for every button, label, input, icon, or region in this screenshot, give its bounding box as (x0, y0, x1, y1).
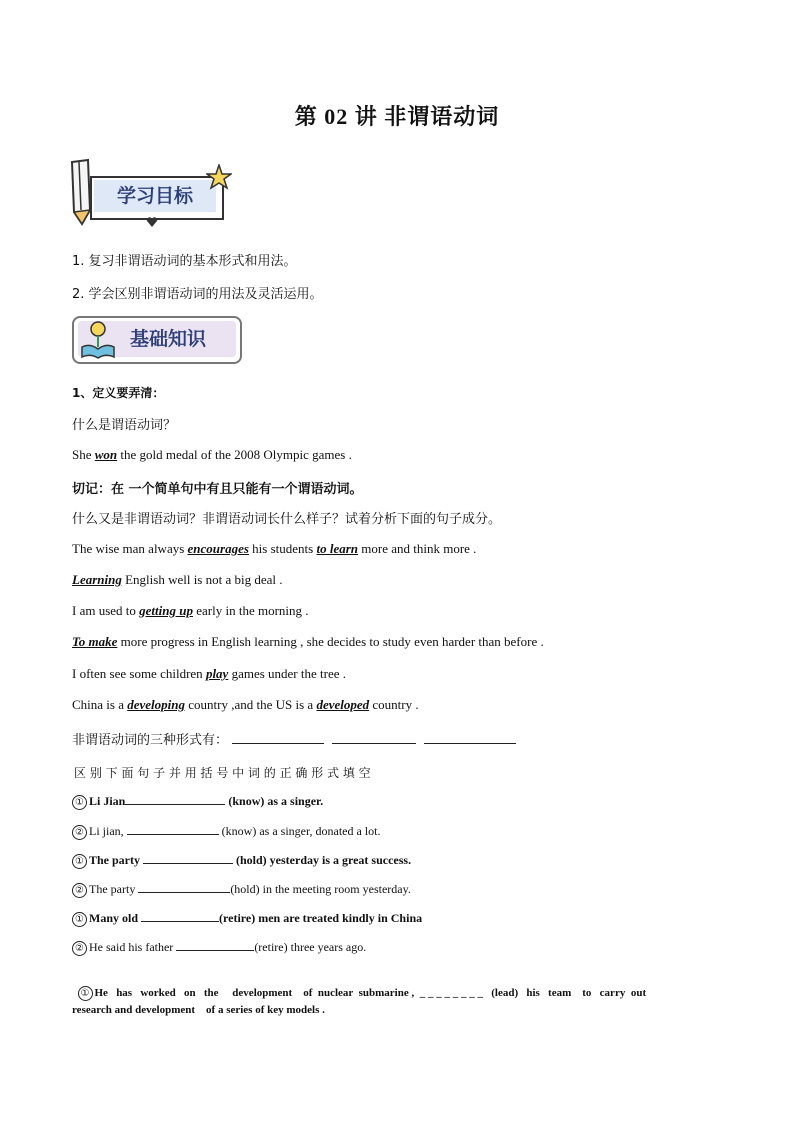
circled-number: ② (72, 825, 87, 840)
goal-item: 2. 学会区别非谓语动词的用法及灵活运用。 (72, 287, 323, 302)
exercise-item: ① He has worked on the development of nuclear submarine , _ _ _ _ _ _ _ _ (lead) his team to carry out (72, 974, 646, 1001)
learning-goal-badge (68, 158, 233, 230)
example-sentence: I am used to getting up early in the morning . (72, 603, 309, 618)
example-sentence: China is a developing country ,and the US is a developed country . (72, 697, 419, 712)
circled-number: ① (72, 912, 87, 927)
question-text: 什么是谓语动词？ (72, 418, 177, 433)
answer-blank[interactable]: _ _ _ _ _ _ _ _ (419, 987, 483, 999)
heart-icon (146, 216, 158, 228)
page-title: 第 02 讲 非谓语动词 (294, 104, 500, 129)
example-sentence: The wise man always encourages his students to learn more and think more . (72, 541, 477, 556)
exercise-item: ② The party (hold) in the meeting room yesterday. (72, 880, 411, 898)
circled-number: ① (72, 795, 87, 810)
exercise-item: ② He said his father (retire) three years ago. (72, 938, 366, 956)
basic-badge-label: 基础知识 (130, 328, 207, 350)
circled-number: ① (72, 854, 87, 869)
circled-number: ② (72, 883, 87, 898)
goal-item: 1. 复习非谓语动词的基本形式和用法。 (72, 254, 297, 269)
lightbulb-book-icon (78, 317, 118, 361)
section-heading: 1、定义要弄清： (72, 386, 165, 400)
answer-blank[interactable] (232, 731, 324, 744)
question-text: 什么又是非谓语动词？非谓语动词长什么样子？试着分析下面的句子成分。 (72, 512, 502, 527)
circled-number: ② (72, 941, 87, 956)
example-sentence: She won the gold medal of the 2008 Olympic games . (72, 447, 352, 462)
exercise-item: ① Li Jian (know) as a singer. (72, 792, 323, 810)
answer-blank[interactable] (176, 938, 254, 951)
answer-blank[interactable] (143, 851, 233, 864)
answer-blank[interactable] (125, 792, 225, 805)
circled-number: ① (78, 986, 93, 1001)
forms-question: 非谓语动词的三种形式有： (72, 729, 516, 748)
answer-blank[interactable] (141, 909, 219, 922)
star-icon (206, 164, 232, 190)
example-sentence: Learning English well is not a big deal . (72, 572, 283, 587)
exercise-item: ① The party (hold) yesterday is a great success. (72, 851, 411, 869)
answer-blank[interactable] (127, 822, 219, 835)
answer-blank[interactable] (424, 731, 516, 744)
exercise-item: ① Many old (retire) men are treated kindly in China (72, 909, 422, 927)
answer-blank[interactable] (332, 731, 416, 744)
exercise-item: ② Li jian, (know) as a singer, donated a lot. (72, 822, 380, 840)
example-sentence: I often see some children play games under the tree . (72, 666, 347, 681)
note-text: 切记：在 一个简单句中有且只能有一个谓语动词。 (72, 482, 363, 497)
example-sentence: To make more progress in English learning , she decides to study even harder than before . (72, 634, 544, 649)
exercise-heading: 区 别 下 面 句 子 并 用 括 号 中 词 的 正 确 形 式 填 空 (74, 766, 371, 780)
goal-badge-label: 学习目标 (94, 180, 216, 212)
basic-knowledge-badge (72, 314, 242, 364)
exercise-item-continued: research and development of a series of key models . (72, 1004, 325, 1016)
answer-blank[interactable] (138, 880, 230, 893)
